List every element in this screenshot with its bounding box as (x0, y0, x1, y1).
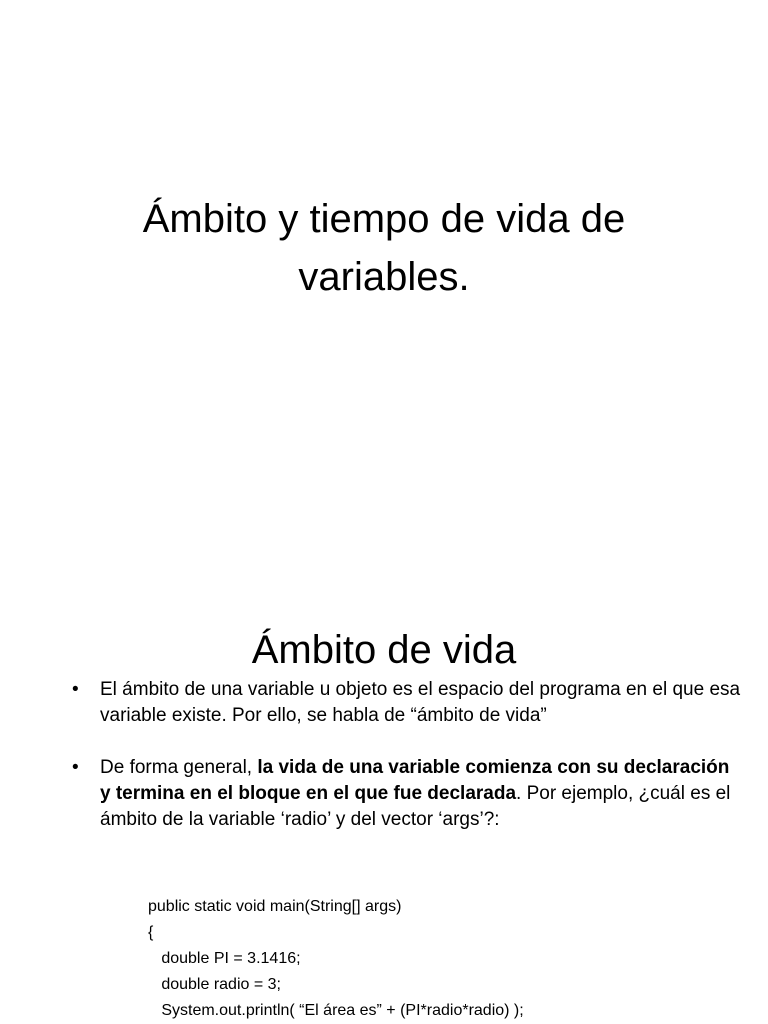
code-line: System.out.println( “El área es” + (PI*radio*radio) ); (148, 1002, 524, 1019)
bullet-dot-icon: • (72, 679, 79, 700)
slide-1-title (0, 190, 768, 306)
bullet-list (72, 677, 742, 833)
code-line: { (148, 924, 154, 941)
bullet-text: El ámbito de una variable u objeto es el espacio del programa en el que esa variable existe. Por ello, se habla de “ámbito de vida” (100, 679, 741, 726)
bullet-text-bold: la vida de una variable comienza con su declaración y termina en el bloque en el que fue declarada (100, 757, 730, 804)
slide-2 (0, 560, 768, 1024)
bullet-text-after: . Por ejemplo, ¿cuál es el ámbito de la variable ‘radio’ y del vector ‘args’?: (100, 783, 731, 830)
code-line: double PI = 3.1416; (148, 950, 301, 967)
code-block (148, 894, 524, 1024)
bullet-dot-icon: • (72, 757, 79, 778)
code-line: public static void main(String[] args) (148, 898, 402, 915)
bullet-text-intro: De forma general, (100, 757, 258, 778)
code-line: double radio = 3; (148, 976, 281, 993)
slide-2-title: Ámbito de vida (251, 628, 517, 672)
bullet-item-variable-lifetime (72, 755, 742, 833)
slide-1-title-line-2: variables. (298, 255, 470, 299)
slide-1-title-line-1: Ámbito y tiempo de vida de (142, 197, 626, 241)
bullet-item-scope-definition (72, 677, 742, 729)
